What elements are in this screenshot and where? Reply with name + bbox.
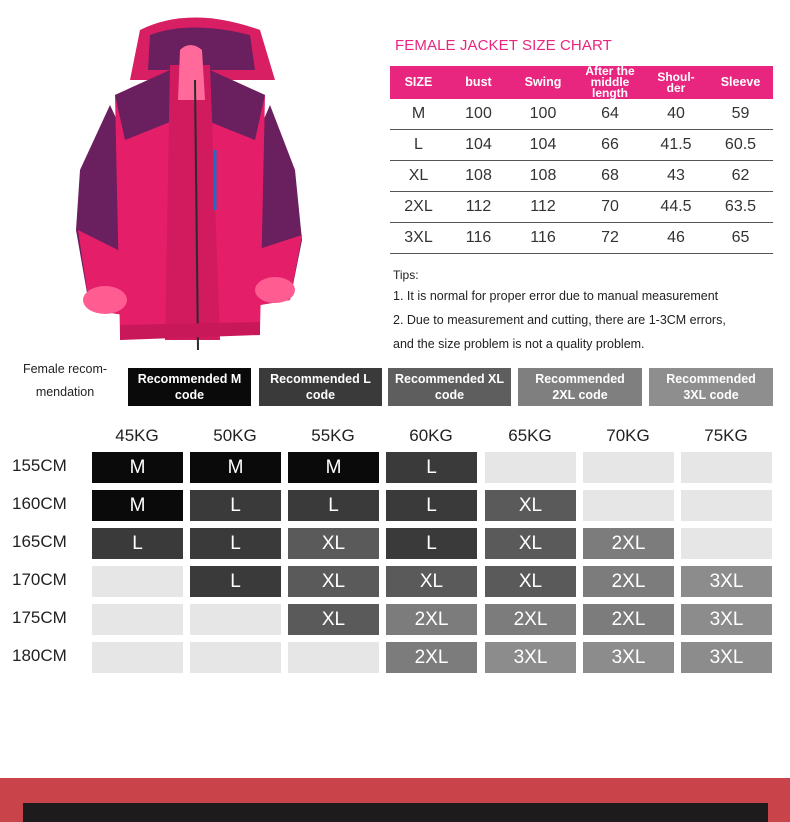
table-cell: XL	[390, 161, 447, 192]
table-cell: 3XL	[390, 223, 447, 254]
grid-cell-empty	[681, 490, 772, 521]
column-header-shoulder: Shoul- der	[644, 66, 708, 99]
weight-header: 75KG	[704, 426, 748, 445]
grid-cell-size-m: M	[92, 490, 183, 521]
table-cell: 2XL	[390, 192, 447, 223]
legend-recommended-3xl: Recommended 3XL code	[649, 368, 773, 406]
legend-recommended-xl: Recommended XL code	[388, 368, 511, 406]
grid-cell-size-2xl: 2XL	[485, 604, 576, 635]
grid-cell-size-3xl: 3XL	[681, 642, 772, 673]
table-row	[390, 130, 773, 161]
grid-cell-empty	[681, 452, 772, 483]
weight-header: 70KG	[606, 426, 650, 445]
grid-cell-empty	[288, 642, 379, 673]
grid-cell-size-xl: XL	[288, 566, 379, 597]
table-row	[390, 192, 773, 223]
table-cell: 64	[576, 99, 644, 130]
table-cell: 112	[447, 192, 510, 223]
grid-cell-size-l: L	[190, 566, 281, 597]
grid-cell-size-2xl: 2XL	[386, 642, 477, 673]
weight-header: 60KG	[409, 426, 453, 445]
grid-cell-empty	[92, 604, 183, 635]
table-cell: 100	[447, 99, 510, 130]
table-cell: 41.5	[644, 130, 708, 161]
table-cell: 43	[644, 161, 708, 192]
grid-cell-size-3xl: 3XL	[583, 642, 674, 673]
recommendation-label-line: mendation	[35, 385, 95, 399]
table-cell: M	[390, 99, 447, 130]
height-label: 155CM	[12, 456, 67, 475]
grid-cell-empty	[485, 452, 576, 483]
tip-line: and the size problem is not a quality problem.	[393, 337, 645, 351]
table-cell: 116	[447, 223, 510, 254]
table-cell: 100	[510, 99, 576, 130]
height-label: 170CM	[12, 570, 67, 589]
table-cell: 72	[576, 223, 644, 254]
legend-recommended-m: Recommended M code	[128, 368, 251, 406]
grid-cell-size-l: L	[190, 528, 281, 559]
tips-heading: Tips:	[393, 268, 419, 282]
weight-header: 65KG	[508, 426, 552, 445]
legend-recommended-l: Recommended L code	[259, 368, 382, 406]
grid-cell-size-m: M	[92, 452, 183, 483]
column-header-middle-length: After the middle length	[576, 66, 644, 99]
grid-cell-size-xl: XL	[386, 566, 477, 597]
bottom-banner-inner	[23, 803, 768, 822]
table-cell: 66	[576, 130, 644, 161]
height-label: 180CM	[12, 646, 67, 665]
height-label: 160CM	[12, 494, 67, 513]
weight-header: 45KG	[115, 426, 159, 445]
column-header-bust: bust	[447, 66, 510, 99]
size-chart-title: FEMALE JACKET SIZE CHART	[395, 37, 612, 54]
table-cell: 116	[510, 223, 576, 254]
height-label: 175CM	[12, 608, 67, 627]
weight-header: 50KG	[213, 426, 257, 445]
grid-cell-empty	[583, 490, 674, 521]
grid-cell-empty	[190, 642, 281, 673]
table-cell: 70	[576, 192, 644, 223]
grid-cell-size-2xl: 2XL	[583, 566, 674, 597]
grid-cell-size-m: M	[190, 452, 281, 483]
table-cell: 68	[576, 161, 644, 192]
table-cell: L	[390, 130, 447, 161]
grid-cell-size-2xl: 2XL	[386, 604, 477, 635]
table-row	[390, 161, 773, 192]
grid-cell-size-3xl: 3XL	[681, 566, 772, 597]
table-cell: 40	[644, 99, 708, 130]
weight-header: 55KG	[311, 426, 355, 445]
table-cell: 62	[708, 161, 773, 192]
height-label: 165CM	[12, 532, 67, 551]
table-cell: 46	[644, 223, 708, 254]
size-table	[390, 66, 773, 254]
grid-cell-size-l: L	[92, 528, 183, 559]
grid-cell-empty	[583, 452, 674, 483]
table-cell: 104	[510, 130, 576, 161]
table-cell: 60.5	[708, 130, 773, 161]
grid-cell-empty	[92, 642, 183, 673]
table-cell: 59	[708, 99, 773, 130]
table-cell: 65	[708, 223, 773, 254]
grid-cell-size-l: L	[386, 490, 477, 521]
grid-cell-size-2xl: 2XL	[583, 604, 674, 635]
table-cell: 108	[447, 161, 510, 192]
grid-cell-size-3xl: 3XL	[681, 604, 772, 635]
legend-recommended-2xl: Recommended 2XL code	[518, 368, 642, 406]
tip-line: 1. It is normal for proper error due to manual measurement	[393, 289, 719, 303]
column-header-swing: Swing	[510, 66, 576, 99]
size-table-header-row	[390, 66, 773, 99]
tips-section	[393, 266, 726, 356]
grid-cell-empty	[92, 566, 183, 597]
table-cell: 44.5	[644, 192, 708, 223]
grid-cell-size-l: L	[386, 528, 477, 559]
recommendation-label	[12, 358, 118, 404]
table-cell: 104	[447, 130, 510, 161]
grid-cell-size-3xl: 3XL	[485, 642, 576, 673]
table-row	[390, 99, 773, 130]
jacket-image	[70, 10, 310, 355]
grid-cell-empty	[681, 528, 772, 559]
grid-cell-size-l: L	[386, 452, 477, 483]
grid-cell-size-xl: XL	[485, 528, 576, 559]
grid-cell-size-xl: XL	[485, 566, 576, 597]
recommendation-label-line: Female recom-	[22, 362, 108, 376]
tip-line: 2. Due to measurement and cutting, there are 1-3CM errors,	[393, 313, 726, 327]
grid-cell-size-xl: XL	[485, 490, 576, 521]
grid-cell-size-l: L	[288, 490, 379, 521]
column-header-sleeve: Sleeve	[708, 66, 773, 99]
grid-cell-size-l: L	[190, 490, 281, 521]
table-row	[390, 223, 773, 254]
table-cell: 63.5	[708, 192, 773, 223]
grid-cell-size-xl: XL	[288, 528, 379, 559]
grid-cell-size-m: M	[288, 452, 379, 483]
column-header-size: SIZE	[390, 66, 447, 99]
grid-cell-size-2xl: 2XL	[583, 528, 674, 559]
table-cell: 112	[510, 192, 576, 223]
table-cell: 108	[510, 161, 576, 192]
grid-cell-empty	[190, 604, 281, 635]
grid-cell-size-xl: XL	[288, 604, 379, 635]
